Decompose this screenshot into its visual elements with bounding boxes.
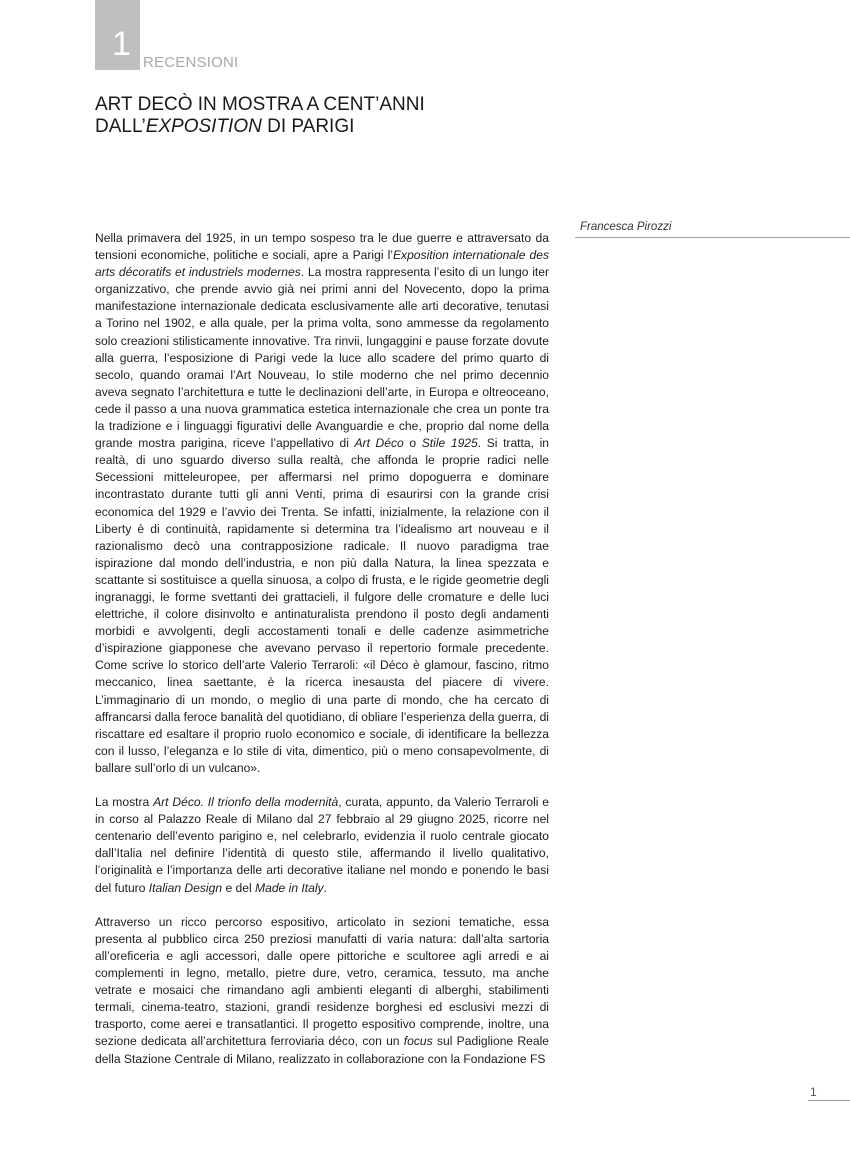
italic-run: Italian Design bbox=[148, 880, 223, 895]
italic-run: Made in Italy bbox=[255, 880, 324, 895]
title-italic: EXPOSITION bbox=[145, 116, 262, 137]
text-run: La mostra bbox=[95, 795, 154, 810]
page-number: 1 bbox=[810, 1085, 817, 1099]
title-prefix: ART DECÒ IN MOSTRA A CENT’ANNI DALL’ bbox=[95, 94, 425, 137]
article-title bbox=[95, 94, 565, 138]
page-number-divider bbox=[808, 1100, 850, 1101]
text-run: . bbox=[323, 880, 327, 895]
text-run: o bbox=[403, 436, 422, 451]
chapter-number: 1 bbox=[112, 25, 131, 63]
text-run: . La mostra rappresenta l’esito di un lungo iter organizzativo, che prende avvio già nei primi anni del Novecento, dopo la prima manifestazione internazionale dedicata esclusivamente alle arti decorative, tenutasi a Torino nel 1902, e alla quale, per la prima volta, sono ammesse da regolamento solo creazioni stilisticamente innovative. Tra rinvii, lungaggini e pause forzate dovute alla guerra, l’esposizione di Parigi vede la luce allo scadere del primo quarto di secolo, quando oramai l’Art Nouveau, lo stile moderno che nel primo decennio aveva segnato l’architettura e tutte le declinazioni dell’arte, in Europa e oltreoceano, cede il passo a una nuova grammatica estetica internazionale che crea un ponte tra la tradizione e i linguaggi figurativi delle Avanguardie e che, proprio dal nome della grande mostra parigina, riceve l’appellativo di bbox=[95, 265, 550, 451]
text-run: Attraverso un ricco percorso espositivo, articolato in sezioni tematiche, essa presenta al pubblico circa 250 preziosi manufatti di varia natura: dall’alta sartoria all’oreficeria e agli accessori, dalle opere pittoriche e scultoree agli arredi e ai complementi in legno, metallo, pietre dure, vetro, ceramica, tessuto, ma anche vetrate e mosaici che rimandano agli ambienti eleganti di alberghi, stabilimenti termali, cinema-teatro, stazioni, grandi residenze borghesi ed esclusivi mezzi di trasporto, come aerei e transatlantici. Il progetto espositivo comprende, inoltre, una sezione dedicata all’architettura ferroviaria déco, con un bbox=[95, 914, 549, 1049]
body-paragraph bbox=[95, 794, 549, 897]
italic-run: focus bbox=[403, 1034, 433, 1049]
section-label: RECENSIONI bbox=[143, 54, 239, 71]
title-suffix: DI PARIGI bbox=[261, 116, 355, 137]
text-run: sul Padiglione Reale della Stazione Centrale di Milano, realizzato in collaborazione con la Fondazione FS bbox=[95, 1034, 550, 1066]
text-run: , curata, appunto, da Valerio Terraroli e in corso al Palazzo Reale di Milano dal 27 febbraio al 29 giugno 2025, ricorre nel centenario dell’evento parigino e, nel celebrarlo, evidenzia il ruolo centrale giocato dall’Italia nel definire l’identità di questo stile, affermando il livello qualitativo, l’originalità e l’importanza delle arti decorative italiane nel mondo e ponendo le basi del futuro bbox=[95, 795, 549, 895]
text-run: Nella primavera del 1925, in un tempo sospeso tra le due guerre e attraversato da tensioni economiche, politiche e sociali, apre a Parigi l’ bbox=[95, 231, 549, 263]
author-name: Francesca Pirozzi bbox=[580, 221, 672, 233]
text-run: e del bbox=[222, 880, 256, 895]
italic-run: Stile 1925 bbox=[421, 436, 478, 451]
italic-run: Art Déco. Il trionfo della modernità bbox=[153, 795, 339, 810]
body-paragraph bbox=[95, 914, 549, 1068]
author-divider bbox=[575, 237, 850, 238]
italic-run: Art Déco bbox=[354, 436, 404, 451]
article-body bbox=[95, 230, 549, 1085]
italic-run: Exposition internationale des arts décoratifs et industriels modernes bbox=[95, 248, 549, 280]
body-paragraph bbox=[95, 230, 549, 777]
text-run: . Si tratta, in realtà, di uno sguardo diverso sulla realtà, che affonda le proprie radici nelle Secessioni mitteleuropee, per affermarsi nel primo dopoguerra e dominare incontrastato durante tutti gli anni Venti, prima di esaurirsi con la grande crisi economica del 1929 e l’avvio dei Trenta. Se infatti, inizialmente, la relazione con il Liberty è di continuità, rapidamente si determina tra l’idealismo art nouveau e il razionalismo decò una contrapposizione radicale. Il nuovo paradigma trae ispirazione dal mondo dell’industria, e non più dalla Natura, la linea spezzata e scattante si sostituisce a quella sinuosa, a colpo di frusta, e le rigide geometrie degli ingranaggi, le forme svettanti dei grattacieli, il fulgore delle cromature e delle luci elettriche, il colore disinvolto e antinaturalista prendono il posto degli andamenti morbidi e avvolgenti, degli accostamenti tonali e delle cadenze asimmetriche d’ispirazione giapponese che avevano pervaso il repertorio formale precedente. Come scrive lo storico dell’arte Valerio Terraroli: «il Déco è glamour, fascino, ritmo meccanico, linea saettante, è la ricerca inesausta del piacere di vivere. L’immaginario di un mondo, o meglio di una parte di mondo, che ha cercato di affrancarsi dalla feroce banalità del quotidiano, di obliare l’esperienza della guerra, di riscattare ed esaltare il proprio ruolo economico e sociale, di identificare la bellezza con il lusso, l’eleganza e lo stile di vita, dimentico, più o meno consapevolmente, di ballare sull’orlo di un vulcano». bbox=[95, 436, 549, 775]
